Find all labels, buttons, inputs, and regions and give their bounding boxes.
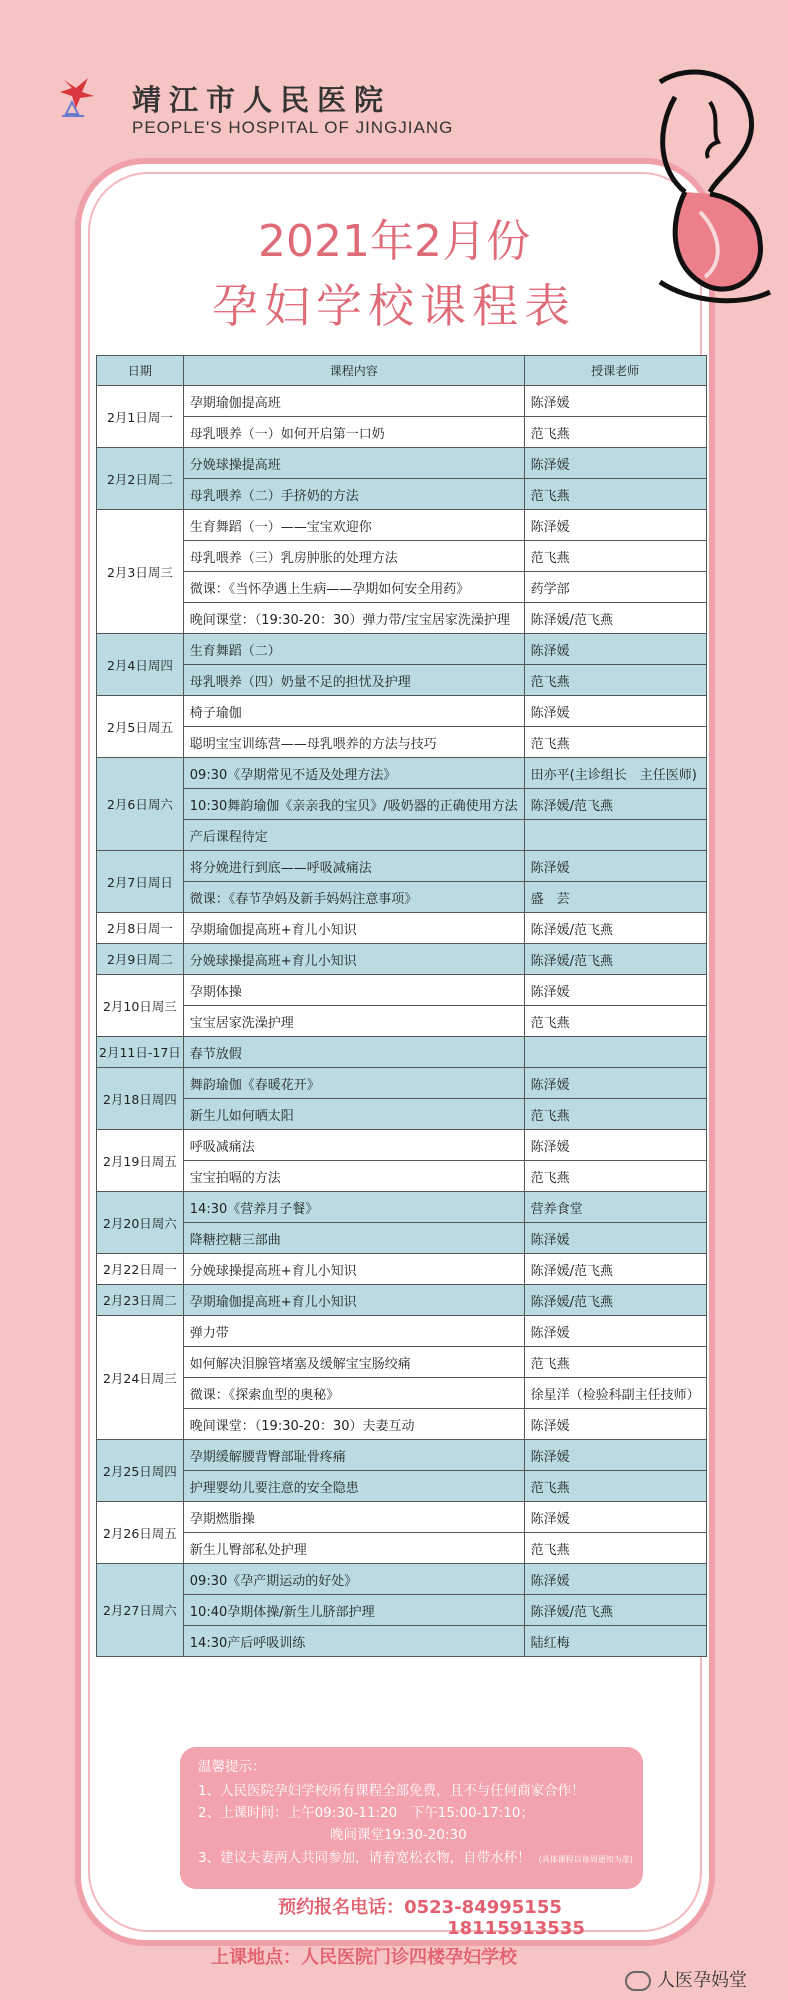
notice-item-2: 2、上课时间：上午09:30-11:20 下午15:00-17:10； [198, 1805, 534, 1821]
course-cell: 春节放假 [183, 1037, 524, 1068]
table-row [97, 1471, 707, 1502]
course-cell: 微课：《探索血型的奥秘》 [183, 1378, 524, 1409]
teacher-cell: 范飞燕 [524, 665, 706, 696]
wechat-icon [625, 1971, 651, 1991]
course-cell: 产后课程待定 [183, 820, 524, 851]
course-cell: 分娩球操提高班+育儿小知识 [183, 944, 524, 975]
table-row [97, 572, 707, 603]
course-cell: 护理婴幼儿要注意的安全隐患 [183, 1471, 524, 1502]
address: 人民医院门诊四楼孕妇学校 [301, 1947, 517, 1968]
hospital-name-en: PEOPLE'S HOSPITAL OF JINGJIANG [132, 118, 454, 137]
date-cell: 2月10日周三 [97, 975, 184, 1037]
schedule-month-title: 2021年2月份 [258, 216, 530, 267]
teacher-cell: 陈泽媛/范飞燕 [524, 1254, 706, 1285]
course-cell: 宝宝居家洗澡护理 [183, 1006, 524, 1037]
notice-item-3-note: (具体课程以每周通知为准) [538, 1855, 633, 1864]
course-cell: 孕期瑜伽提高班 [183, 386, 524, 417]
notice-item-1: 1、人民医院孕妇学校所有课程全部免费，且不与任何商家合作！ [198, 1783, 585, 1799]
table-row [97, 944, 707, 975]
teacher-cell: 陈泽媛 [524, 386, 706, 417]
teacher-cell: 范飞燕 [524, 1161, 706, 1192]
teacher-cell: 范飞燕 [524, 1347, 706, 1378]
teacher-cell: 陈泽媛 [524, 975, 706, 1006]
notice-title: 温馨提示： [198, 1759, 266, 1775]
teacher-cell: 陈泽媛/范飞燕 [524, 913, 706, 944]
course-schedule-table [96, 355, 707, 1657]
table-row [97, 882, 707, 913]
teacher-cell: 陈泽媛 [524, 1409, 706, 1440]
date-cell: 2月8日周一 [97, 913, 184, 944]
table-row [97, 1254, 707, 1285]
teacher-cell: 范飞燕 [524, 1099, 706, 1130]
course-cell: 将分娩进行到底——呼吸减痛法 [183, 851, 524, 882]
table-row [97, 510, 707, 541]
course-cell: 孕期瑜伽提高班+育儿小知识 [183, 913, 524, 944]
course-cell: 孕期缓解腰背臀部耻骨疼痛 [183, 1440, 524, 1471]
teacher-cell: 盛 芸 [524, 882, 706, 913]
table-header-row [97, 356, 707, 386]
date-cell: 2月20日周六 [97, 1192, 184, 1254]
teacher-cell: 范飞燕 [524, 417, 706, 448]
course-cell: 孕期燃脂操 [183, 1502, 524, 1533]
date-cell: 2月23日周二 [97, 1285, 184, 1316]
table-row [97, 417, 707, 448]
table-row [97, 541, 707, 572]
table-row [97, 1037, 707, 1068]
course-cell: 10:40孕期体操/新生儿脐部护理 [183, 1595, 524, 1626]
course-cell: 孕期瑜伽提高班+育儿小知识 [183, 1285, 524, 1316]
date-cell: 2月11日-17日 [97, 1037, 184, 1068]
notice-item-2-evening: 晚间课堂19:30-20:30 [330, 1827, 467, 1843]
date-cell: 2月4日周四 [97, 634, 184, 696]
teacher-cell: 陈泽媛 [524, 1502, 706, 1533]
teacher-cell: 陈泽媛 [524, 448, 706, 479]
course-cell: 母乳喂养（四）奶量不足的担忧及护理 [183, 665, 524, 696]
teacher-cell: 徐星洋（检验科副主任技师） [524, 1378, 706, 1409]
table-row [97, 1223, 707, 1254]
date-cell: 2月3日周三 [97, 510, 184, 634]
course-cell: 晚间课堂：（19:30-20：30）弹力带/宝宝居家洗澡护理 [183, 603, 524, 634]
teacher-cell: 陈泽媛 [524, 634, 706, 665]
course-cell: 母乳喂养（一）如何开启第一口奶 [183, 417, 524, 448]
teacher-cell: 陈泽媛 [524, 510, 706, 541]
table-row [97, 789, 707, 820]
course-cell: 降糖控糖三部曲 [183, 1223, 524, 1254]
hospital-logo-icon [58, 74, 98, 120]
course-cell: 母乳喂养（二）手挤奶的方法 [183, 479, 524, 510]
course-cell: 宝宝拍嗝的方法 [183, 1161, 524, 1192]
table-row [97, 1595, 707, 1626]
phone-line [60, 1893, 780, 1919]
course-cell: 新生儿臀部私处护理 [183, 1533, 524, 1564]
table-row [97, 758, 707, 789]
course-cell: 分娩球操提高班 [183, 448, 524, 479]
course-cell: 椅子瑜伽 [183, 696, 524, 727]
date-cell: 2月26日周五 [97, 1502, 184, 1564]
date-cell: 2月25日周四 [97, 1440, 184, 1502]
table-row [97, 1409, 707, 1440]
notice-box [180, 1747, 643, 1889]
teacher-cell: 陈泽媛 [524, 1440, 706, 1471]
table-row [97, 727, 707, 758]
date-cell: 2月18日周四 [97, 1068, 184, 1130]
address-label: 上课地点： [211, 1947, 301, 1968]
teacher-cell: 田亦平(主诊组长 主任医师) [524, 758, 706, 789]
table-row [97, 386, 707, 417]
teacher-cell: 范飞燕 [524, 727, 706, 758]
teacher-cell: 药学部 [524, 572, 706, 603]
teacher-cell: 陈泽媛 [524, 1130, 706, 1161]
table-row [97, 851, 707, 882]
course-cell: 14:30产后呼吸训练 [183, 1626, 524, 1657]
course-cell: 生育舞蹈（二） [183, 634, 524, 665]
date-cell: 2月7日周日 [97, 851, 184, 913]
table-row [97, 665, 707, 696]
table-row [97, 1626, 707, 1657]
date-cell: 2月9日周二 [97, 944, 184, 975]
column-header-teacher: 授课老师 [524, 356, 706, 386]
teacher-cell: 范飞燕 [524, 479, 706, 510]
date-cell: 2月2日周二 [97, 448, 184, 510]
table-row [97, 1564, 707, 1595]
course-cell: 生育舞蹈（一）——宝宝欢迎你 [183, 510, 524, 541]
date-cell: 2月5日周五 [97, 696, 184, 758]
table-row [97, 1068, 707, 1099]
table-row [97, 1378, 707, 1409]
table-row [97, 1347, 707, 1378]
column-header-date: 日期 [97, 356, 184, 386]
table-row [97, 603, 707, 634]
course-cell: 弹力带 [183, 1316, 524, 1347]
course-cell: 聪明宝宝训练营——母乳喂养的方法与技巧 [183, 727, 524, 758]
course-cell: 微课：《当怀孕遇上生病——孕期如何安全用药》 [183, 572, 524, 603]
table-row [97, 448, 707, 479]
teacher-cell: 陈泽媛/范飞燕 [524, 1595, 706, 1626]
course-cell: 母乳喂养（三）乳房肿胀的处理方法 [183, 541, 524, 572]
schedule-title: 孕妇学校课程表 [212, 279, 576, 333]
date-cell: 2月1日周一 [97, 386, 184, 448]
course-cell: 09:30《孕期常见不适及处理方法》 [183, 758, 524, 789]
course-cell: 分娩球操提高班+育儿小知识 [183, 1254, 524, 1285]
teacher-cell: 陆红梅 [524, 1626, 706, 1657]
teacher-cell: 陈泽媛/范飞燕 [524, 603, 706, 634]
table-row [97, 1502, 707, 1533]
teacher-cell: 陈泽媛 [524, 1564, 706, 1595]
wechat-watermark [625, 1966, 747, 1992]
teacher-cell: 范飞燕 [524, 1006, 706, 1037]
table-row [97, 634, 707, 665]
table-row [97, 820, 707, 851]
phone-1: 0523-84995155 [404, 1897, 562, 1918]
teacher-cell: 范飞燕 [524, 541, 706, 572]
notice-item-3-text: 3、建议夫妻两人共同参加，请着宽松衣物，自带水杯！ [198, 1850, 531, 1866]
teacher-cell: 陈泽媛 [524, 1316, 706, 1347]
date-cell: 2月6日周六 [97, 758, 184, 851]
course-cell: 新生儿如何晒太阳 [183, 1099, 524, 1130]
teacher-cell: 范飞燕 [524, 1533, 706, 1564]
phone-2: 18115913535 [447, 1918, 585, 1939]
table-row [97, 696, 707, 727]
date-cell: 2月27日周六 [97, 1564, 184, 1657]
table-row [97, 1316, 707, 1347]
table-row [97, 1130, 707, 1161]
course-cell: 14:30《营养月子餐》 [183, 1192, 524, 1223]
teacher-cell [524, 1037, 706, 1068]
course-cell: 如何解决泪腺管堵塞及缓解宝宝肠绞痛 [183, 1347, 524, 1378]
table-row [97, 1099, 707, 1130]
teacher-cell: 陈泽媛/范飞燕 [524, 944, 706, 975]
teacher-cell: 陈泽媛 [524, 1068, 706, 1099]
table-row [97, 479, 707, 510]
table-row [97, 975, 707, 1006]
teacher-cell: 范飞燕 [524, 1471, 706, 1502]
date-cell: 2月22日周一 [97, 1254, 184, 1285]
teacher-cell: 陈泽媛 [524, 1223, 706, 1254]
column-header-course: 课程内容 [183, 356, 524, 386]
course-cell: 09:30《孕产期运动的好处》 [183, 1564, 524, 1595]
course-cell: 舞韵瑜伽《春暖花开》 [183, 1068, 524, 1099]
teacher-cell: 陈泽媛/范飞燕 [524, 789, 706, 820]
table-row [97, 1006, 707, 1037]
table-row [97, 913, 707, 944]
table-row [97, 1285, 707, 1316]
teacher-cell: 营养食堂 [524, 1192, 706, 1223]
course-cell: 孕期体操 [183, 975, 524, 1006]
date-cell: 2月19日周五 [97, 1130, 184, 1192]
course-cell: 晚间课堂：（19:30-20：30）夫妻互动 [183, 1409, 524, 1440]
teacher-cell: 陈泽媛/范飞燕 [524, 1285, 706, 1316]
table-row [97, 1161, 707, 1192]
date-cell: 2月24日周三 [97, 1316, 184, 1440]
course-cell: 微课：《春节孕妈及新手妈妈注意事项》 [183, 882, 524, 913]
teacher-cell: 陈泽媛 [524, 696, 706, 727]
course-cell: 10:30舞韵瑜伽《亲亲我的宝贝》/吸奶器的正确使用方法 [183, 789, 524, 820]
notice-item-3 [198, 1846, 633, 1866]
table-row [97, 1533, 707, 1564]
phone-label: 预约报名电话： [278, 1897, 405, 1918]
teacher-cell: 陈泽媛 [524, 851, 706, 882]
teacher-cell [524, 820, 706, 851]
wechat-account: 人医孕妈堂 [657, 1970, 747, 1991]
course-cell: 呼吸减痛法 [183, 1130, 524, 1161]
table-row [97, 1440, 707, 1471]
table-row [97, 1192, 707, 1223]
hospital-name-cn: 靖江市人民医院 [132, 83, 392, 117]
